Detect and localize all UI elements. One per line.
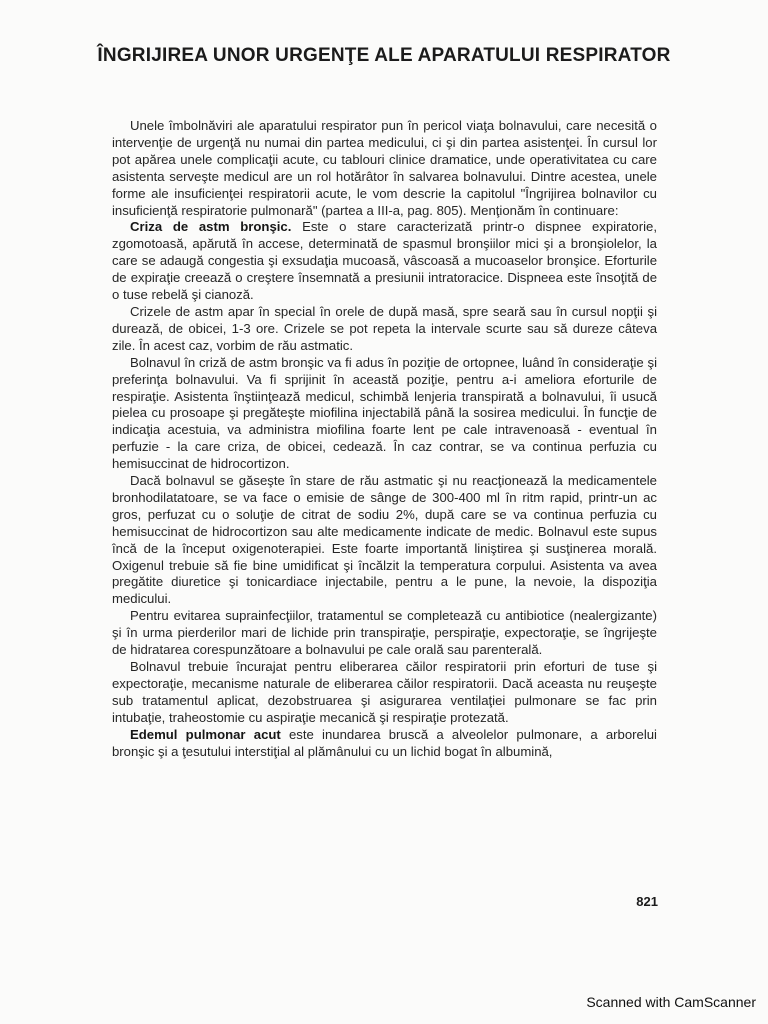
paragraph-intro bbox=[112, 118, 657, 219]
chapter-title: ÎNGRIJIREA UNOR URGENŢE ALE APARATULUI RESPIRATOR bbox=[97, 45, 671, 66]
paragraph-intro-text: Unele îmbolnăviri ale aparatului respirator pun în pericol viaţa bolnavului, care necesită o intervenţie de urgenţă nu numai din partea medicului, ci şi din partea asistenţei. În cursul lor pot apărea unele complicaţii acute, cu tablouri clinice dramatice, unde operativitatea cu care asistenta serveşte medicul are un rol hotărâtor în salvarea bolnavului. Dintre acestea, unele forme ale insuficienţei respiratorii acute, le vom descrie la capitolul "Îngrijirea bolnavilor cu insuficienţă respiratorie pulmonară" (partea a III-a, pag. 805). Menţionăm în continuare: bbox=[112, 118, 657, 218]
paragraph-astm-definition bbox=[112, 219, 657, 304]
paragraph-astm-care bbox=[112, 355, 657, 473]
paragraph-eliberare-cai bbox=[112, 659, 657, 727]
paragraph-rau-astmatic bbox=[112, 473, 657, 608]
paragraph-eliberare-cai-text: Bolnavul trebuie încurajat pentru eliberarea căilor respiratorii prin eforturi de tuse şi expectoraţie, mecanisme naturale de eliberarea căilor respiratorii. Dacă aceasta nu reuşeşte sub tratamentul aplicat, dezobstruarea şi asigurarea ventilaţiei pulmonare se fac prin intubaţie, traheostomie cu aspiraţie mecanică şi respiraţie protezată. bbox=[112, 659, 657, 725]
body-text bbox=[112, 118, 657, 760]
paragraph-astm-care-text: Bolnavul în criză de astm bronşic va fi adus în poziţie de ortopnee, luând în consideraţie şi preferinţa bolnavului. Va fi sprijinit în această poziţie, pentru a-i ameliora eforturile de respiraţie. Asistenta înştiinţează medicul, schimbă lenjeria transpirată a bolnavului, îi usucă pielea cu prosoape şi pregăteşte miofilina injectabilă până la sosirea medicului. În funcţie de indicaţia acestuia, va administra miofilina foarte lent pe cale intravenoasă - eventual în perfuzie - la care criza, de obicei, cedează. În caz contrar, se va continua perfuzia cu hemisuccinat de hidrocortizon. bbox=[112, 354, 657, 472]
paragraph-astm-heading: Criza de astm bronşic. bbox=[130, 219, 292, 235]
paragraph-astm-definition-text: Este o stare caracterizată printr-o dispnee expiratorie, zgomotoasă, apărută în accese, determinată de spasmul bronşiilor mici şi a bronşiolelor, la care se adaugă congestia şi exsudaţia mucoasă, vâscoasă a mucoaselor bronşice. Eforturile de expiraţie creează o creştere însemnată a presiunii intratoracice. Dispneea este însoţită de o tuse rebelă şi cianoză. bbox=[112, 219, 657, 303]
paragraph-suprainfectii bbox=[112, 608, 657, 659]
page-number: 821 bbox=[636, 894, 658, 909]
paragraph-astm-timing bbox=[112, 304, 657, 355]
paragraph-edem-heading: Edemul pulmonar acut bbox=[130, 726, 281, 742]
paragraph-edem-pulmonar-text: este inundarea bruscă a alveolelor pulmonare, a arborelui bronşic şi a ţesutului interstiţial al plămânului cu un lichid bogat în albumină, bbox=[112, 726, 657, 759]
paragraph-suprainfectii-text: Pentru evitarea suprainfecţiilor, tratamentul se completează cu antibiotice (nealergizante) şi în urma pierderilor mari de lichide prin transpiraţie, perspiraţie, expectoraţie, se îngrijeşte de hidratarea corespunzătoare a bolnavului pe cale orală sau parenterală. bbox=[112, 608, 657, 658]
paragraph-edem-pulmonar bbox=[112, 727, 657, 761]
paragraph-astm-timing-text: Crizele de astm apar în special în orele de după masă, spre seară sau în cursul nopţii şi durează, de obicei, 1-3 ore. Crizele se pot repeta la intervale scurte sau să dureze câteva zile. În acest caz, vorbim de rău astmatic. bbox=[112, 303, 657, 353]
paragraph-rau-astmatic-text: Dacă bolnavul se găseşte în stare de rău astmatic şi nu reacţionează la medicamentele bronhodilatatoare, se va face o emisie de sânge de 300-400 ml în ritm rapid, printr-un ac gros, perfuzat cu o soluţie de citrat de sodiu 2%, după care se va continua perfuzia cu hemisuccinat de hidrocortizon sau alte medicamente indicate de medic. Bolnavul este supus încă de la început oxigenoterapiei. Este foarte importantă liniştirea şi susţinerea morală. Oxigenul trebuie să fie bine umidificat şi încălzit la temperatura corpului. Asistenta va avea pregătite diuretice şi tonicardiace injectabile, pentru a le pune, la nevoie, la dispoziţia medicului. bbox=[112, 473, 657, 607]
camscanner-watermark: Scanned with CamScanner bbox=[586, 994, 756, 1010]
